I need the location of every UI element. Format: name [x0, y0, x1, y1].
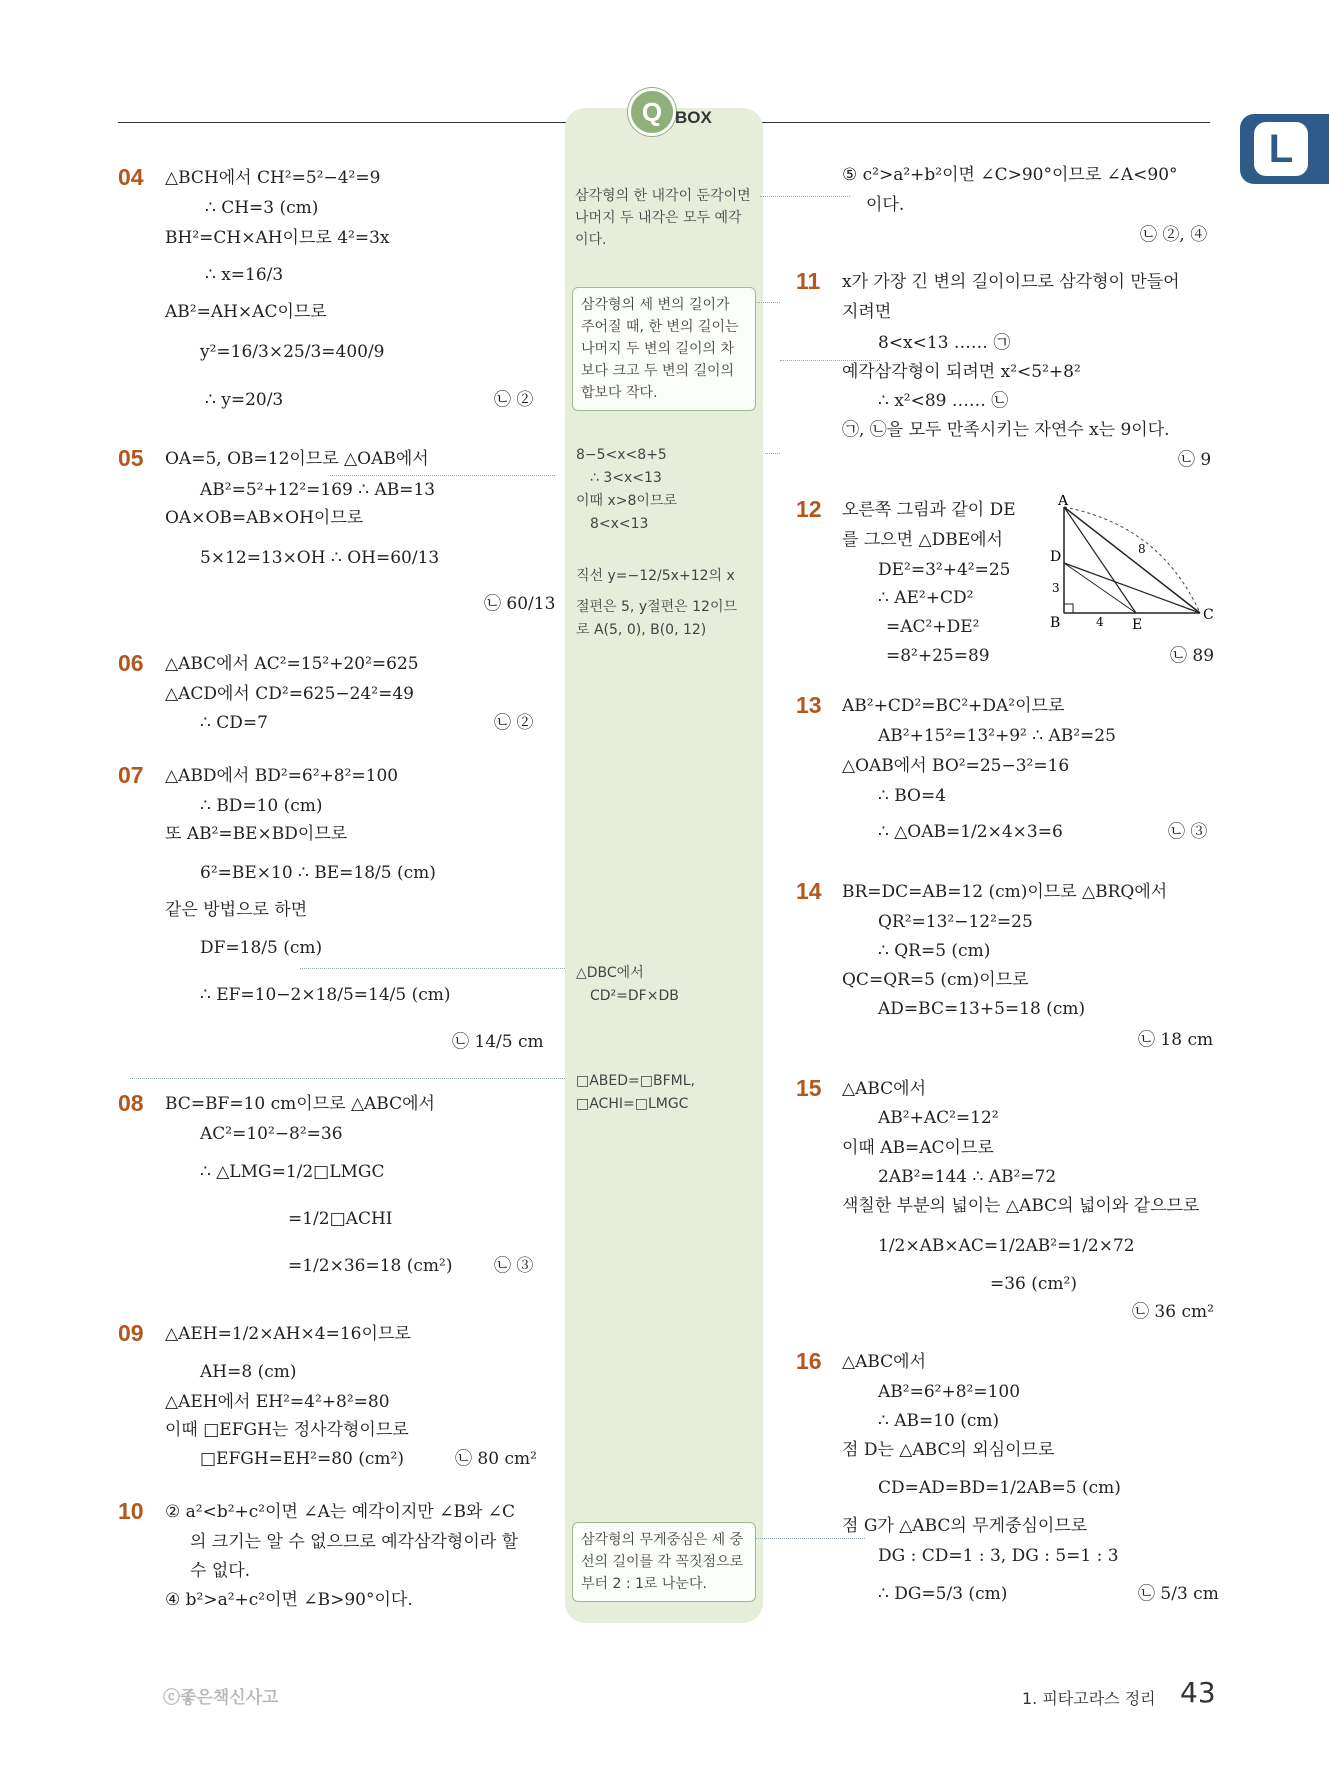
fig-label-8: 8	[1138, 542, 1146, 556]
p04-line: △BCH에서 CH²=5²−4²=9	[165, 168, 381, 188]
p04-line: ∴ CH=3 (cm)	[205, 198, 319, 218]
p11-line: 예각삼각형이 되려면 x²<5²+8²	[842, 362, 1081, 382]
p10b-line: ⑤ c²>a²+b²이면 ∠C>90°이므로 ∠A<90°	[842, 165, 1178, 185]
p07-line: 또 AB²=BE×BD이므로	[165, 824, 348, 844]
p15-answer: ㉡ 36 cm²	[1132, 1302, 1214, 1322]
p07-line: △ABD에서 BD²=6²+8²=100	[165, 766, 399, 786]
leader-line	[130, 1078, 565, 1079]
p15-line: 2AB²=144 ∴ AB²=72	[878, 1167, 1057, 1187]
p07-line: ∴ BD=10 (cm)	[200, 796, 323, 816]
p12-line: 를 그으면 △DBE에서	[842, 530, 1003, 550]
p16-line: ∴ AB=10 (cm)	[878, 1411, 1000, 1431]
qbox-note-6-line: □ACHI=□LMGC	[576, 1096, 689, 1112]
fig-right-angle	[1064, 604, 1073, 613]
qbox-note-5-line: CD²=DF×DB	[590, 988, 679, 1004]
fig-label-D: D	[1050, 549, 1062, 565]
p04-line: ∴ y=20/3	[205, 390, 284, 410]
p06-line: △ACD에서 CD²=625−24²=49	[165, 684, 414, 704]
problem-number-09: 09	[118, 1320, 144, 1346]
p12-line: =8²+25=89	[886, 646, 990, 666]
p12-figure	[1040, 495, 1220, 635]
leader-line	[300, 968, 565, 969]
p05-line: 5×12=13×OH ∴ OH=60/13	[200, 548, 440, 568]
p08-line: =1/2×36=18 (cm²)	[288, 1256, 453, 1276]
p10-line: 수 없다.	[190, 1561, 251, 1581]
p09-line: 이때 □EFGH는 정사각형이므로	[165, 1420, 409, 1440]
p12-line: =AC²+DE²	[886, 617, 980, 637]
p13-line: AB²+15²=13²+9² ∴ AB²=25	[878, 726, 1116, 746]
p09-line: △AEH=1/2×AH×4=16이므로	[165, 1324, 411, 1344]
fig-label-E: E	[1132, 617, 1143, 633]
fig-label-B: B	[1050, 615, 1061, 631]
p13-line: AB²+CD²=BC²+DA²이므로	[842, 696, 1065, 716]
fig-label-A: A	[1058, 495, 1069, 509]
p16-line: 점 D는 △ABC의 외심이므로	[842, 1440, 1055, 1460]
qbox-note-2: 삼각형의 세 변의 길이가 주어질 때, 한 변의 길이는 나머지 두 변의 길이의 차보다 크고 두 변의 길이의 합보다 작다.	[572, 287, 756, 411]
leader-line	[755, 1538, 865, 1539]
p05-line: AB²=5²+12²=169 ∴ AB=13	[200, 480, 436, 500]
problem-number-04: 04	[118, 164, 144, 190]
p13-answer: ㉡ ③	[1168, 822, 1208, 842]
p04-line: AB²=AH×AC이므로	[165, 302, 327, 322]
leader-line	[330, 475, 555, 476]
p15-line: 색칠한 부분의 넓이는 △ABC의 넓이와 같으므로	[842, 1196, 1200, 1216]
p11-line: 지려면	[842, 302, 892, 322]
qbox-note-3-line: 8<x<13	[590, 516, 649, 532]
problem-number-08: 08	[118, 1090, 144, 1116]
problem-number-11: 11	[796, 268, 821, 294]
p10b-line: 이다.	[866, 195, 905, 215]
p07-line: ∴ EF=10−2×18/5=14/5 (cm)	[200, 985, 451, 1005]
level-tab-letter: L	[1254, 122, 1308, 176]
p13-line: △OAB에서 BO²=25−3²=16	[842, 756, 1070, 776]
problem-number-05: 05	[118, 445, 144, 471]
p04-line: ∴ x=16/3	[205, 265, 284, 285]
qbox-note-3-line: 8−5<x<8+5	[576, 447, 667, 463]
p16-line: △ABC에서	[842, 1352, 927, 1372]
p14-line: BR=DC=AB=12 (cm)이므로 △BRQ에서	[842, 882, 1168, 902]
p16-answer: ㉡ 5/3 cm	[1138, 1584, 1219, 1604]
p09-line: △AEH에서 EH²=4²+8²=80	[165, 1392, 390, 1412]
p12-line: DE²=3²+4²=25	[878, 560, 1011, 580]
p16-line: AB²=6²+8²=100	[878, 1382, 1021, 1402]
qbox-note-6-line: □ABED=□BFML,	[576, 1073, 695, 1089]
p08-answer: ㉡ ③	[494, 1256, 534, 1276]
p14-line: ∴ QR=5 (cm)	[878, 941, 991, 961]
p11-line: ∴ x²<89 …… ㉡	[878, 391, 1009, 411]
p06-line: △ABC에서 AC²=15²+20²=625	[165, 654, 419, 674]
p15-line: 이때 AB=AC이므로	[842, 1138, 994, 1158]
problem-number-16: 16	[796, 1348, 822, 1374]
p10b-answer: ㉡ ②, ④	[1140, 225, 1208, 245]
p11-line: 8<x<13 …… ㉠	[878, 333, 1011, 353]
p08-line: ∴ △LMG=1/2□LMGC	[200, 1162, 385, 1182]
qbox-note-3-line: ∴ 3<x<13	[590, 470, 662, 486]
p15-line: AB²+AC²=12²	[878, 1108, 999, 1128]
level-tab	[1240, 114, 1329, 184]
problem-number-12: 12	[796, 496, 822, 522]
problem-number-07: 07	[118, 762, 144, 788]
fig-line-DC	[1064, 563, 1200, 613]
p10-line: ② a²<b²+c²이면 ∠A는 예각이지만 ∠B와 ∠C	[165, 1502, 516, 1522]
p09-answer: ㉡ 80 cm²	[455, 1449, 537, 1469]
leader-line	[780, 360, 880, 361]
fig-line-AC	[1064, 507, 1200, 613]
p16-line: CD=AD=BD=1/2AB=5 (cm)	[878, 1478, 1121, 1498]
leader-line	[760, 196, 850, 197]
fig-label-4: 4	[1096, 615, 1104, 629]
p11-answer: ㉡ 9	[1178, 450, 1212, 470]
problem-number-13: 13	[796, 692, 822, 718]
p11-line: ㉠, ㉡을 모두 만족시키는 자연수 x는 9이다.	[842, 420, 1170, 440]
p06-answer: ㉡ ②	[494, 713, 534, 733]
qbox-note-1: 삼각형의 한 내각이 둔각이면 나머지 두 내각은 모두 예각이다.	[575, 188, 751, 248]
p12-line: 오른쪽 그림과 같이 DE	[842, 500, 1016, 520]
p10-line: 의 크기는 알 수 없으므로 예각삼각형이라 할	[190, 1532, 519, 1552]
p05-line: OA×OB=AB×OH이므로	[165, 508, 364, 528]
leader-line	[765, 453, 780, 454]
p16-line: DG : CD=1 : 3, DG : 5=1 : 3	[878, 1546, 1119, 1566]
qbox-note-4-line: 직선 y=−12/5x+12의 x	[576, 568, 735, 584]
problem-number-14: 14	[796, 878, 822, 904]
p07-line: DF=18/5 (cm)	[200, 938, 323, 958]
p14-line: QR²=13²−12²=25	[878, 912, 1033, 932]
p14-line: QC=QR=5 (cm)이므로	[842, 970, 1029, 990]
qbox-note-7: 삼각형의 무게중심은 세 중선의 길이를 각 꼭짓점으로부터 2 : 1로 나눈다.	[572, 1522, 756, 1602]
p12-answer: ㉡ 89	[1170, 646, 1215, 666]
p05-answer: ㉡ 60/13	[484, 594, 556, 614]
problem-number-10: 10	[118, 1498, 144, 1524]
qbox-note-4-line: 로 A(5, 0), B(0, 12)	[576, 622, 707, 638]
footer-chapter: 1. 피타고라스 정리	[1022, 1689, 1156, 1708]
p07-line: 같은 방법으로 하면	[165, 900, 308, 920]
p13-line: ∴ △OAB=1/2×4×3=6	[878, 822, 1063, 842]
p08-line: =1/2□ACHI	[288, 1209, 393, 1229]
p07-answer: ㉡ 14/5 cm	[452, 1032, 544, 1052]
qbox-note-4-line: 절편은 5, y절편은 12이므	[576, 599, 737, 615]
p06-line: ∴ CD=7	[200, 713, 268, 733]
leader-line	[755, 302, 780, 303]
footer-publisher: ⓒ좋은책신사고	[163, 1688, 279, 1708]
p08-line: AC²=10²−8²=36	[200, 1124, 343, 1144]
p07-line: 6²=BE×10 ∴ BE=18/5 (cm)	[200, 863, 436, 883]
p10-line: ④ b²>a²+c²이면 ∠B>90°이다.	[165, 1590, 413, 1610]
qbox-badge: Q	[628, 88, 676, 136]
p16-line: 점 G가 △ABC의 무게중심이므로	[842, 1516, 1088, 1536]
fig-label-C: C	[1203, 607, 1214, 623]
p12-line: ∴ AE²+CD²	[878, 588, 974, 608]
problem-number-06: 06	[118, 650, 144, 676]
qbox-label: BOX	[675, 108, 712, 127]
fig-label-3: 3	[1052, 581, 1060, 595]
p13-line: ∴ BO=4	[878, 786, 947, 806]
p14-answer: ㉡ 18 cm	[1138, 1030, 1214, 1050]
p15-line: △ABC에서	[842, 1079, 927, 1099]
p04-line: BH²=CH×AH이므로 4²=3x	[165, 228, 390, 248]
p04-line: y²=16/3×25/3=400/9	[200, 342, 385, 362]
qbox-note-3-line: 이때 x>8이므로	[576, 493, 677, 509]
fig-line-AE	[1064, 507, 1136, 613]
problem-number-15: 15	[796, 1075, 822, 1101]
fig-line-DE	[1064, 563, 1136, 613]
p05-line: OA=5, OB=12이므로 △OAB에서	[165, 449, 429, 469]
p15-line: =36 (cm²)	[990, 1274, 1078, 1294]
p15-line: 1/2×AB×AC=1/2AB²=1/2×72	[878, 1236, 1135, 1256]
p04-answer: ㉡ ②	[494, 390, 534, 410]
p09-line: □EFGH=EH²=80 (cm²)	[200, 1449, 404, 1469]
p08-line: BC=BF=10 cm이므로 △ABC에서	[165, 1094, 435, 1114]
p14-line: AD=BC=13+5=18 (cm)	[878, 999, 1086, 1019]
qbox-note-5-line: △DBC에서	[576, 965, 644, 981]
p16-line: ∴ DG=5/3 (cm)	[878, 1584, 1008, 1604]
p11-line: x가 가장 긴 변의 길이이므로 삼각형이 만들어	[842, 272, 1180, 292]
p09-line: AH=8 (cm)	[200, 1362, 297, 1382]
footer-page-number: 43	[1180, 1676, 1216, 1709]
